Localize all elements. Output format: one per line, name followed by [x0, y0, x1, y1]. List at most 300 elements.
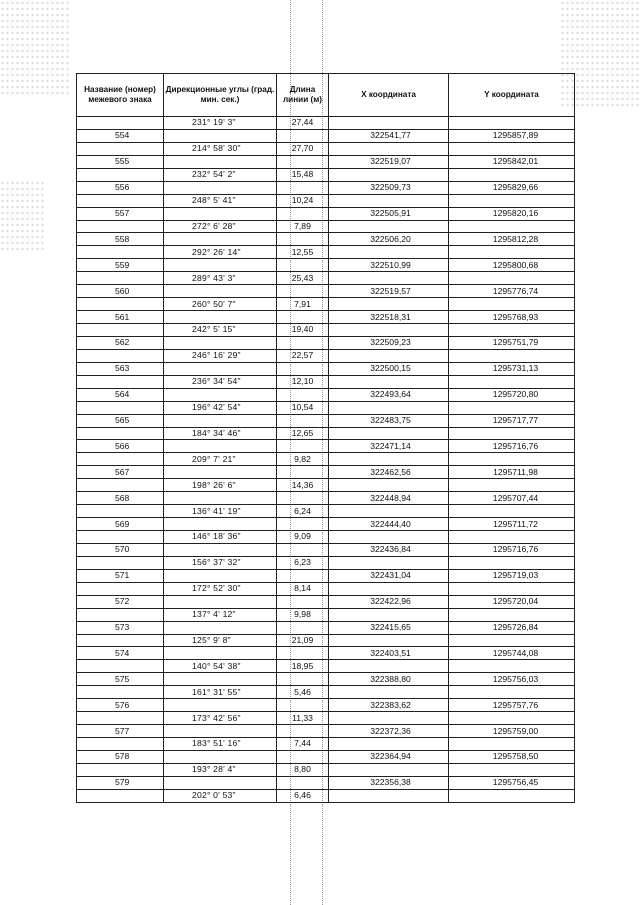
- cell-y: 1295719,03: [449, 569, 575, 582]
- cell-mark: [77, 168, 164, 181]
- cell-y: [449, 556, 575, 569]
- cell-length: 5,46: [277, 686, 329, 699]
- cell-y: 1295756,03: [449, 673, 575, 686]
- cell-angle: [164, 233, 277, 246]
- cell-length: [277, 233, 329, 246]
- cell-x: 322444,40: [329, 518, 449, 531]
- cell-length: [277, 362, 329, 375]
- table-row: [77, 634, 575, 647]
- cell-angle: 156° 37' 32": [164, 556, 277, 569]
- cell-y: 1295757,76: [449, 699, 575, 712]
- cell-length: 12,65: [277, 427, 329, 440]
- cell-x: 322356,38: [329, 776, 449, 789]
- table-row: [77, 531, 575, 544]
- cell-x: 322448,94: [329, 492, 449, 505]
- table-body: [77, 117, 575, 803]
- cell-length: [277, 336, 329, 349]
- table-row: [77, 324, 575, 337]
- cell-x: 322415,65: [329, 621, 449, 634]
- cell-angle: [164, 543, 277, 556]
- cell-y: 1295711,72: [449, 518, 575, 531]
- table-row: [77, 142, 575, 155]
- cell-x: [329, 194, 449, 207]
- table-row: [77, 181, 575, 194]
- cell-angle: [164, 207, 277, 220]
- cell-length: 14,36: [277, 479, 329, 492]
- table-row: [77, 518, 575, 531]
- cell-y: 1295820,16: [449, 207, 575, 220]
- cell-y: [449, 531, 575, 544]
- table-row: [77, 311, 575, 324]
- table-row: [77, 543, 575, 556]
- cell-angle: 289° 43' 3": [164, 272, 277, 285]
- cell-length: 15,48: [277, 168, 329, 181]
- cell-x: 322462,56: [329, 466, 449, 479]
- cell-length: [277, 181, 329, 194]
- cell-mark: [77, 686, 164, 699]
- cell-mark: 578: [77, 750, 164, 763]
- cell-angle: [164, 492, 277, 505]
- cell-length: [277, 699, 329, 712]
- table-row: [77, 362, 575, 375]
- cell-x: [329, 505, 449, 518]
- table-row: [77, 168, 575, 181]
- cell-mark: 554: [77, 129, 164, 142]
- cell-angle: [164, 362, 277, 375]
- table-row: [77, 673, 575, 686]
- cell-mark: [77, 531, 164, 544]
- cell-angle: 198° 26' 6": [164, 479, 277, 492]
- cell-angle: [164, 155, 277, 168]
- cell-mark: 571: [77, 569, 164, 582]
- cell-x: 322519,07: [329, 155, 449, 168]
- cell-length: 7,89: [277, 220, 329, 233]
- cell-x: [329, 634, 449, 647]
- cell-x: 322436,84: [329, 543, 449, 556]
- cell-length: 19,40: [277, 324, 329, 337]
- cell-length: [277, 388, 329, 401]
- table-row: [77, 712, 575, 725]
- table-row: [77, 194, 575, 207]
- cell-length: 7,44: [277, 738, 329, 751]
- cell-angle: [164, 569, 277, 582]
- cell-x: [329, 789, 449, 802]
- cell-length: [277, 776, 329, 789]
- cell-y: 1295812,28: [449, 233, 575, 246]
- cell-x: [329, 453, 449, 466]
- cell-y: 1295744,08: [449, 647, 575, 660]
- cell-mark: [77, 789, 164, 802]
- cell-mark: 563: [77, 362, 164, 375]
- cell-length: 6,23: [277, 556, 329, 569]
- cell-mark: 556: [77, 181, 164, 194]
- cell-x: [329, 168, 449, 181]
- table-row: [77, 155, 575, 168]
- cell-y: 1295857,89: [449, 129, 575, 142]
- cell-x: [329, 686, 449, 699]
- cell-angle: 161° 31' 55": [164, 686, 277, 699]
- cell-length: 9,82: [277, 453, 329, 466]
- cell-mark: 570: [77, 543, 164, 556]
- cell-mark: [77, 272, 164, 285]
- cell-angle: [164, 285, 277, 298]
- table-row: [77, 686, 575, 699]
- cell-angle: [164, 647, 277, 660]
- cell-angle: 172° 52' 30": [164, 582, 277, 595]
- cell-y: [449, 608, 575, 621]
- cell-angle: 231° 19' 3": [164, 117, 277, 130]
- cell-mark: 566: [77, 440, 164, 453]
- cell-length: 9,09: [277, 531, 329, 544]
- cell-mark: 557: [77, 207, 164, 220]
- table-row: [77, 440, 575, 453]
- cell-y: 1295800,68: [449, 259, 575, 272]
- table-row: [77, 427, 575, 440]
- cell-x: [329, 763, 449, 776]
- cell-length: [277, 750, 329, 763]
- cell-length: [277, 595, 329, 608]
- cell-length: 10,54: [277, 401, 329, 414]
- table-row: [77, 285, 575, 298]
- cell-x: [329, 479, 449, 492]
- cell-x: [329, 660, 449, 673]
- cell-x: [329, 556, 449, 569]
- cell-angle: [164, 466, 277, 479]
- header-x: X координата: [329, 74, 449, 117]
- cell-mark: [77, 479, 164, 492]
- cell-angle: 202° 0' 53": [164, 789, 277, 802]
- cell-mark: [77, 375, 164, 388]
- cell-x: 322364,94: [329, 750, 449, 763]
- cell-y: 1295756,45: [449, 776, 575, 789]
- cell-y: [449, 168, 575, 181]
- cell-x: [329, 349, 449, 362]
- cell-mark: [77, 194, 164, 207]
- cell-y: 1295768,93: [449, 311, 575, 324]
- cell-mark: [77, 556, 164, 569]
- cell-angle: 146° 18' 36": [164, 531, 277, 544]
- cell-y: 1295707,44: [449, 492, 575, 505]
- scan-noise-left: [0, 180, 45, 250]
- cell-angle: 140° 54' 38": [164, 660, 277, 673]
- table-row: [77, 233, 575, 246]
- cell-x: 322510,99: [329, 259, 449, 272]
- table-row: [77, 789, 575, 802]
- cell-y: [449, 401, 575, 414]
- cell-y: [449, 712, 575, 725]
- cell-x: 322509,73: [329, 181, 449, 194]
- cell-mark: [77, 582, 164, 595]
- cell-length: 10,24: [277, 194, 329, 207]
- cell-angle: [164, 311, 277, 324]
- boundary-coordinates-table: [76, 73, 575, 803]
- table-row: [77, 388, 575, 401]
- cell-angle: 196° 42' 54": [164, 401, 277, 414]
- cell-length: 9,98: [277, 608, 329, 621]
- cell-x: [329, 738, 449, 751]
- cell-x: 322388,80: [329, 673, 449, 686]
- cell-length: 6,24: [277, 505, 329, 518]
- cell-length: 11,33: [277, 712, 329, 725]
- cell-mark: 569: [77, 518, 164, 531]
- cell-angle: 183° 51' 16": [164, 738, 277, 751]
- cell-angle: 292° 26' 14": [164, 246, 277, 259]
- table-row: [77, 375, 575, 388]
- cell-y: 1295720,04: [449, 595, 575, 608]
- cell-length: [277, 414, 329, 427]
- cell-length: [277, 259, 329, 272]
- table-row: [77, 492, 575, 505]
- cell-angle: [164, 518, 277, 531]
- cell-mark: 577: [77, 725, 164, 738]
- cell-x: 322372,36: [329, 725, 449, 738]
- cell-x: [329, 427, 449, 440]
- cell-y: 1295720,80: [449, 388, 575, 401]
- cell-x: [329, 142, 449, 155]
- cell-mark: 568: [77, 492, 164, 505]
- cell-angle: 184° 34' 46": [164, 427, 277, 440]
- cell-length: [277, 285, 329, 298]
- table-row: [77, 556, 575, 569]
- cell-mark: [77, 142, 164, 155]
- cell-length: 25,43: [277, 272, 329, 285]
- cell-angle: 125° 9' 8": [164, 634, 277, 647]
- cell-mark: 561: [77, 311, 164, 324]
- table-row: [77, 776, 575, 789]
- cell-length: [277, 647, 329, 660]
- cell-mark: 564: [77, 388, 164, 401]
- cell-length: [277, 155, 329, 168]
- cell-length: [277, 569, 329, 582]
- cell-length: 22,57: [277, 349, 329, 362]
- cell-mark: 567: [77, 466, 164, 479]
- cell-mark: 562: [77, 336, 164, 349]
- cell-x: 322519,57: [329, 285, 449, 298]
- cell-mark: [77, 608, 164, 621]
- table-row: [77, 401, 575, 414]
- cell-mark: 565: [77, 414, 164, 427]
- cell-length: 27,44: [277, 117, 329, 130]
- table-row: [77, 246, 575, 259]
- cell-angle: [164, 388, 277, 401]
- cell-angle: 136° 41' 19": [164, 505, 277, 518]
- cell-x: [329, 272, 449, 285]
- cell-y: [449, 272, 575, 285]
- cell-angle: 242° 5' 15": [164, 324, 277, 337]
- cell-mark: 572: [77, 595, 164, 608]
- cell-y: 1295716,76: [449, 440, 575, 453]
- cell-y: [449, 375, 575, 388]
- cell-y: [449, 479, 575, 492]
- cell-length: 18,95: [277, 660, 329, 673]
- cell-y: 1295751,79: [449, 336, 575, 349]
- cell-angle: [164, 750, 277, 763]
- cell-mark: [77, 660, 164, 673]
- cell-mark: 558: [77, 233, 164, 246]
- cell-x: 322431,04: [329, 569, 449, 582]
- cell-y: [449, 634, 575, 647]
- cell-angle: [164, 181, 277, 194]
- cell-mark: 579: [77, 776, 164, 789]
- cell-x: [329, 401, 449, 414]
- cell-y: [449, 220, 575, 233]
- cell-x: [329, 298, 449, 311]
- cell-y: [449, 453, 575, 466]
- cell-length: [277, 492, 329, 505]
- cell-angle: 214° 58' 30": [164, 142, 277, 155]
- cell-x: 322383,62: [329, 699, 449, 712]
- cell-y: [449, 582, 575, 595]
- table-row: [77, 595, 575, 608]
- cell-mark: [77, 712, 164, 725]
- cell-y: [449, 117, 575, 130]
- cell-x: 322483,75: [329, 414, 449, 427]
- header-mark: Название (номер) межевого знака: [77, 74, 164, 117]
- cell-angle: [164, 725, 277, 738]
- cell-length: 7,91: [277, 298, 329, 311]
- cell-angle: [164, 414, 277, 427]
- cell-x: 322500,15: [329, 362, 449, 375]
- cell-x: 322493,64: [329, 388, 449, 401]
- cell-x: [329, 220, 449, 233]
- cell-length: 27,70: [277, 142, 329, 155]
- table-row: [77, 479, 575, 492]
- cell-angle: 272° 6' 28": [164, 220, 277, 233]
- cell-mark: [77, 246, 164, 259]
- cell-mark: 574: [77, 647, 164, 660]
- cell-angle: 232° 54' 2": [164, 168, 277, 181]
- cell-y: [449, 324, 575, 337]
- cell-x: [329, 582, 449, 595]
- cell-mark: 559: [77, 259, 164, 272]
- table-row: [77, 466, 575, 479]
- table-row: [77, 582, 575, 595]
- cell-mark: [77, 505, 164, 518]
- header-length: Длина линии (м): [277, 74, 329, 117]
- cell-y: [449, 142, 575, 155]
- cell-x: 322471,14: [329, 440, 449, 453]
- cell-y: [449, 738, 575, 751]
- cell-angle: [164, 699, 277, 712]
- cell-mark: [77, 349, 164, 362]
- cell-length: [277, 673, 329, 686]
- cell-angle: [164, 336, 277, 349]
- cell-length: [277, 466, 329, 479]
- cell-length: [277, 129, 329, 142]
- cell-mark: [77, 324, 164, 337]
- cell-length: [277, 311, 329, 324]
- table-row: [77, 725, 575, 738]
- cell-mark: [77, 117, 164, 130]
- table-row: [77, 608, 575, 621]
- header-y: Y координата: [449, 74, 575, 117]
- cell-y: 1295726,84: [449, 621, 575, 634]
- cell-length: [277, 518, 329, 531]
- cell-mark: [77, 453, 164, 466]
- table-row: [77, 763, 575, 776]
- scan-noise-top-left: [0, 0, 70, 95]
- table-row: [77, 621, 575, 634]
- cell-length: 12,10: [277, 375, 329, 388]
- cell-mark: [77, 298, 164, 311]
- cell-x: 322422,96: [329, 595, 449, 608]
- cell-y: 1295711,98: [449, 466, 575, 479]
- cell-angle: 248° 5' 41": [164, 194, 277, 207]
- cell-y: [449, 660, 575, 673]
- table-row: [77, 647, 575, 660]
- table-header-row: [77, 74, 575, 117]
- cell-x: [329, 712, 449, 725]
- cell-length: [277, 207, 329, 220]
- cell-length: [277, 543, 329, 556]
- cell-x: 322505,91: [329, 207, 449, 220]
- cell-y: [449, 298, 575, 311]
- cell-x: [329, 531, 449, 544]
- cell-x: 322541,77: [329, 129, 449, 142]
- cell-y: 1295716,76: [449, 543, 575, 556]
- cell-angle: [164, 259, 277, 272]
- table-row: [77, 414, 575, 427]
- cell-y: 1295776,74: [449, 285, 575, 298]
- cell-mark: [77, 427, 164, 440]
- table-row: [77, 117, 575, 130]
- cell-y: [449, 427, 575, 440]
- cell-mark: [77, 763, 164, 776]
- cell-angle: 137° 4' 12": [164, 608, 277, 621]
- table-row: [77, 750, 575, 763]
- cell-y: [449, 246, 575, 259]
- header-angle: Дирекционные углы (град. мин. сек.): [164, 74, 277, 117]
- table-row: [77, 349, 575, 362]
- cell-length: 12,55: [277, 246, 329, 259]
- table-row: [77, 298, 575, 311]
- cell-x: 322403,51: [329, 647, 449, 660]
- cell-length: [277, 725, 329, 738]
- cell-x: 322506,20: [329, 233, 449, 246]
- cell-angle: [164, 595, 277, 608]
- cell-y: [449, 349, 575, 362]
- cell-angle: 193° 28' 4": [164, 763, 277, 776]
- cell-y: [449, 686, 575, 699]
- table-row: [77, 259, 575, 272]
- cell-x: 322518,31: [329, 311, 449, 324]
- cell-length: 8,14: [277, 582, 329, 595]
- cell-angle: [164, 129, 277, 142]
- cell-x: [329, 608, 449, 621]
- cell-angle: 236° 34' 54": [164, 375, 277, 388]
- cell-mark: 555: [77, 155, 164, 168]
- cell-x: [329, 324, 449, 337]
- cell-y: [449, 505, 575, 518]
- cell-angle: [164, 776, 277, 789]
- table-row: [77, 336, 575, 349]
- cell-y: [449, 763, 575, 776]
- cell-length: 6,46: [277, 789, 329, 802]
- cell-angle: [164, 621, 277, 634]
- cell-angle: [164, 673, 277, 686]
- cell-angle: 260° 50' 7": [164, 298, 277, 311]
- cell-x: 322509,23: [329, 336, 449, 349]
- cell-mark: [77, 220, 164, 233]
- cell-x: [329, 246, 449, 259]
- table-row: [77, 207, 575, 220]
- cell-y: 1295758,50: [449, 750, 575, 763]
- table-row: [77, 660, 575, 673]
- table-row: [77, 738, 575, 751]
- table-row: [77, 505, 575, 518]
- cell-mark: [77, 738, 164, 751]
- cell-y: 1295842,01: [449, 155, 575, 168]
